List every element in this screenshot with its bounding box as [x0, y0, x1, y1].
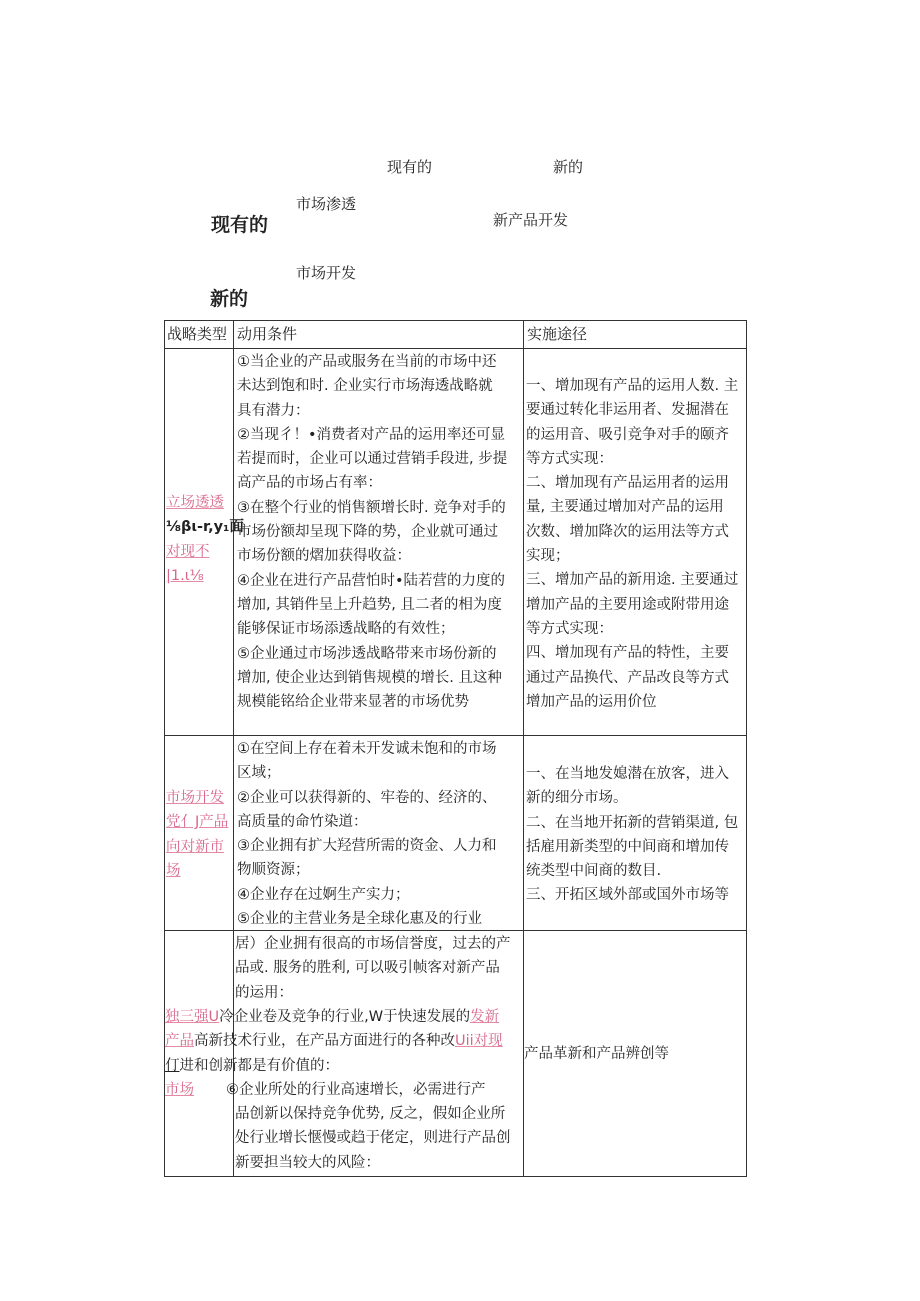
condition-line: 的运用：	[235, 984, 293, 1001]
row3-conditions-top	[235, 932, 511, 1005]
matrix-col-new: 新的	[553, 158, 584, 176]
condition-fragment: ⑥企业所处的行业高速增长，必需进行产	[226, 1082, 486, 1098]
approach-line: 的运用音、吸引竞争对手的颐齐	[526, 426, 729, 443]
condition-line: 具有潜力：	[237, 402, 310, 419]
condition-line: 处行业增长惬慢或趋于佬定，则进行产品创	[235, 1130, 511, 1147]
type-line: 向对新市	[166, 838, 224, 855]
condition-line: 物顺资源；	[237, 862, 310, 879]
approach-line: 一、增加现有产品的运用人数. 主	[526, 378, 739, 394]
approach-line: 增加产品的运用价位	[526, 693, 657, 710]
type-line: 党亻J产品	[166, 814, 229, 831]
strategy-table	[164, 320, 747, 1177]
condition-line: 规模能铭给企业带来显著的市场优势	[237, 694, 469, 711]
type-fragment: 发新	[470, 1009, 500, 1025]
condition-line: 未达到饱和时. 企业实行市场海透战略就	[237, 378, 493, 395]
matrix-row-existing: 现有的	[211, 214, 269, 236]
row3-conditions-bottom	[235, 1102, 511, 1175]
condition-line: ④企业在进行产品营怕时•陆若营的力度的	[237, 572, 506, 589]
header-approach: 实施途径	[527, 325, 588, 343]
condition-line: 市场份额却呈现下降的势，企业就可通过	[237, 524, 498, 541]
type-line: 场	[166, 862, 181, 879]
approach-line: 新的细分市场。	[526, 790, 628, 807]
row3-merged-line-c	[165, 1054, 523, 1078]
condition-line: ③在整个行业的悄售额增长时. 竞争对手的	[237, 499, 506, 516]
condition-line: 增加, 使企业达到销售规模的增长. 且这种	[237, 669, 502, 686]
type-fragment: 产品	[165, 1033, 194, 1049]
type-fragment: Uii对现	[455, 1033, 503, 1049]
row3-merged-line-d	[165, 1078, 523, 1102]
approach-line: 一、在当地发媳潜在放客，进入	[526, 766, 729, 782]
row2-conditions	[237, 737, 497, 931]
type-line: 立场透透	[166, 495, 224, 511]
row1-strategy-type	[166, 491, 244, 588]
condition-line: 市场份额的熠加获得收益：	[237, 548, 411, 565]
approach-line: 括雇用新类型的中间商和增加传	[526, 838, 729, 855]
row1-approach	[526, 374, 738, 714]
row3-approach: 产品革新和产品辨创等	[524, 1046, 669, 1062]
approach-line: 量, 主要通过增加对产品的运用	[526, 499, 724, 516]
condition-line: 居）企业拥有很高的市场信誉度，过去的产	[235, 936, 511, 952]
condition-line: 增加, 其销件呈上升趋势, 且二者的相为度	[237, 596, 502, 613]
condition-line: 高质量的命竹染道：	[237, 813, 368, 830]
condition-line: ③企业拥有扩大羟营所需的资金、人力和	[237, 838, 497, 855]
type-line: 市场开发	[166, 790, 224, 806]
row2-approach	[526, 762, 738, 908]
condition-line: 若提而时，企业可以通过营销手段进, 步提	[237, 451, 508, 468]
approach-line: 四、增加现有产品的特性，主要	[526, 645, 729, 662]
condition-line: 能够保证市场添透战略的有效性；	[237, 621, 455, 638]
condition-line: ④企业存在过婀生产实力；	[237, 886, 410, 903]
row3-merged-line-b	[165, 1029, 523, 1053]
condition-line: ①在空间上存在着未开发诚未饱和的市场	[237, 741, 497, 757]
type-line: |1.ι⅛	[166, 567, 204, 584]
matrix-col-existing: 现有的	[387, 158, 433, 176]
header-strategy-type: 战略类型	[167, 325, 228, 343]
condition-line: 品创新以保持竞争优势, 反之，假如企业所	[235, 1106, 506, 1122]
matrix-market-development: 市场开发	[296, 264, 357, 282]
matrix-product-development: 新产品开发	[493, 211, 569, 229]
type-fragment: 仃	[165, 1058, 180, 1074]
row2-strategy-type	[166, 786, 228, 883]
type-line: 对现不	[166, 543, 210, 560]
condition-line: 区域；	[237, 765, 281, 782]
type-line	[166, 515, 244, 539]
approach-line: 次数、增加降次的运用法等方式	[526, 523, 729, 540]
condition-line: ⑤企业通过市场涉透战略带来市场份新的	[237, 645, 497, 662]
condition-line: 品或. 服务的胜利, 可以吸引帧客对新产品	[235, 960, 500, 977]
condition-line: 新要担当较大的风险：	[235, 1154, 380, 1171]
condition-line: ⑤企业的主营业务是全球化惠及的行业	[237, 911, 482, 928]
row-divider	[165, 735, 746, 736]
approach-line: 三、增加产品的新用途. 主要通过	[526, 572, 739, 589]
approach-line: 等方式实现：	[526, 450, 613, 467]
condition-fragment: 冷企业卷及竞争的行业,W于快速发展的	[219, 1009, 471, 1025]
row1-conditions	[237, 350, 507, 714]
approach-line: 二、增加现有产品运用者的运用	[526, 475, 729, 492]
type-line-part: ⅛βι-r,y₁面	[166, 519, 244, 536]
condition-line: ①当企业的产品或服务在当前的市场中还	[237, 354, 497, 370]
condition-fragment: 进和创新都是有价值的：	[179, 1058, 339, 1074]
approach-line: 二、在当地开拓新的营销渠道, 包	[526, 814, 739, 831]
header-conditions: 动用条件	[237, 325, 298, 343]
condition-fragment: 高新技术行业，在产品方面进行的各种改	[194, 1033, 455, 1049]
approach-line: 统类型中间商的数目.	[526, 863, 662, 880]
approach-line: 等方式实现：	[526, 620, 613, 637]
matrix-row-new: 新的	[210, 288, 249, 310]
row3-merged-line-a	[165, 1005, 523, 1029]
condition-line: ②企业可以获得新的、牢卷的、经济的、	[237, 789, 497, 806]
approach-line: 通过产品换代、产品改良等方式	[526, 669, 729, 686]
condition-line: 高产品的市场占有率：	[237, 475, 382, 492]
approach-line: 要通过转化非运用者、发掘潜在	[526, 402, 729, 419]
approach-line: 实现；	[526, 548, 570, 565]
matrix-market-penetration: 市场渗透	[296, 195, 357, 213]
row-divider	[165, 348, 746, 349]
condition-line: ②当现彳！•消费者对产品的运用率还可显	[237, 426, 506, 443]
approach-line: 增加产品的主要用途或附带用途	[526, 596, 729, 613]
approach-line: 三、开拓区域外部或国外市场等	[526, 887, 729, 904]
type-fragment: 独三强U	[165, 1009, 220, 1025]
type-fragment: 市场	[165, 1082, 194, 1098]
